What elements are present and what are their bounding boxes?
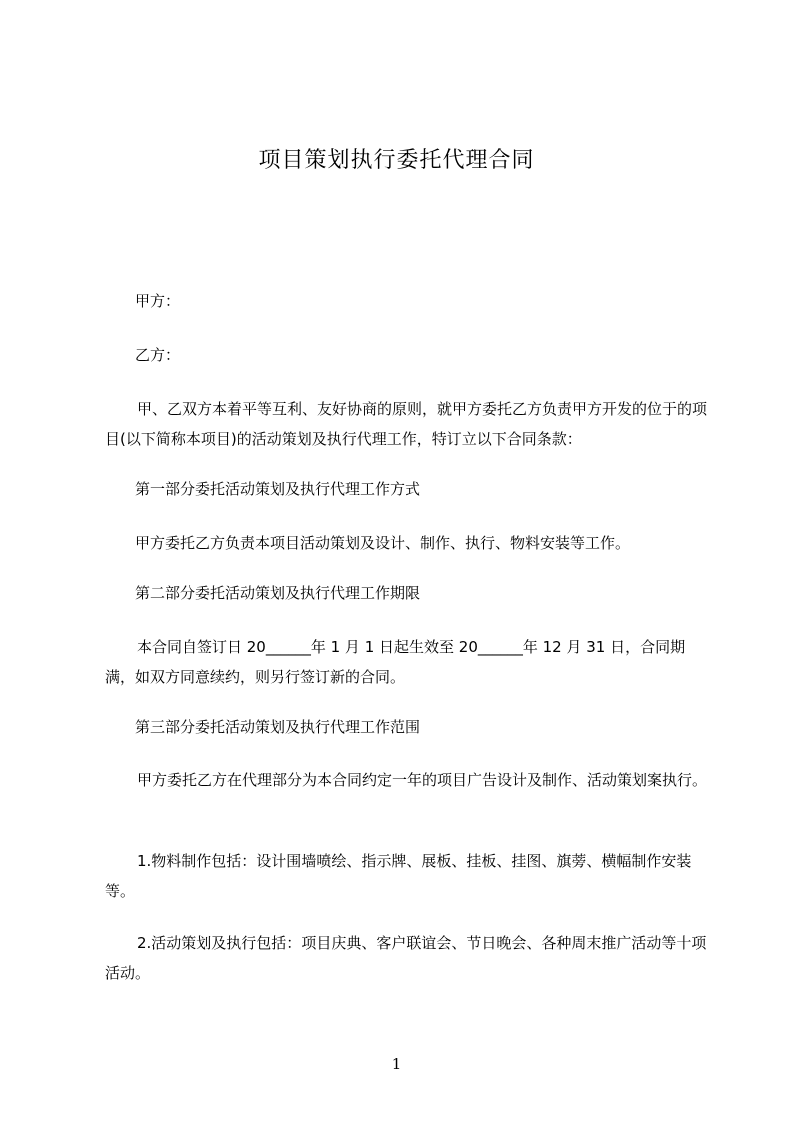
party-b-label: 乙方：: [135, 346, 181, 364]
section2-body: 本合同自签订日 20______年 1 月 1 日起生效至 20______年 12 月 31 日，合同期满，如双方同意续约，则另行签订新的合同。: [105, 638, 686, 686]
section1-heading: 第一部分委托活动策划及执行代理工作方式: [135, 480, 421, 498]
intro-paragraph: 甲、乙双方本着平等互利、友好协商的原则，就甲方委托乙方负责甲方开发的位于的项目(以下简称本项目)的活动策划及执行代理工作，特订立以下合同条款：: [105, 400, 708, 448]
list-item-activities: 2.活动策划及执行包括：项目庆典、客户联谊会、节日晚会、各种周末推广活动等十项活动。: [105, 934, 707, 982]
page-number: 1: [391, 1055, 402, 1073]
party-a-label: 甲方：: [135, 292, 181, 310]
section1-body: 甲方委托乙方负责本项目活动策划及设计、制作、执行、物料安装等工作。: [135, 534, 631, 552]
document-title: 项目策划执行委托代理合同: [258, 148, 535, 173]
section2-heading: 第二部分委托活动策划及执行代理工作期限: [135, 584, 421, 602]
section3-body: 甲方委托乙方在代理部分为本合同约定一年的项目广告设计及制作、活动策划案执行。: [137, 771, 708, 789]
list-item-materials: 1.物料制作包括：设计围墙喷绘、指示牌、展板、挂板、挂图、旗蒡、横幅制作安装等。: [105, 852, 692, 900]
section3-heading: 第三部分委托活动策划及执行代理工作范围: [135, 718, 421, 736]
